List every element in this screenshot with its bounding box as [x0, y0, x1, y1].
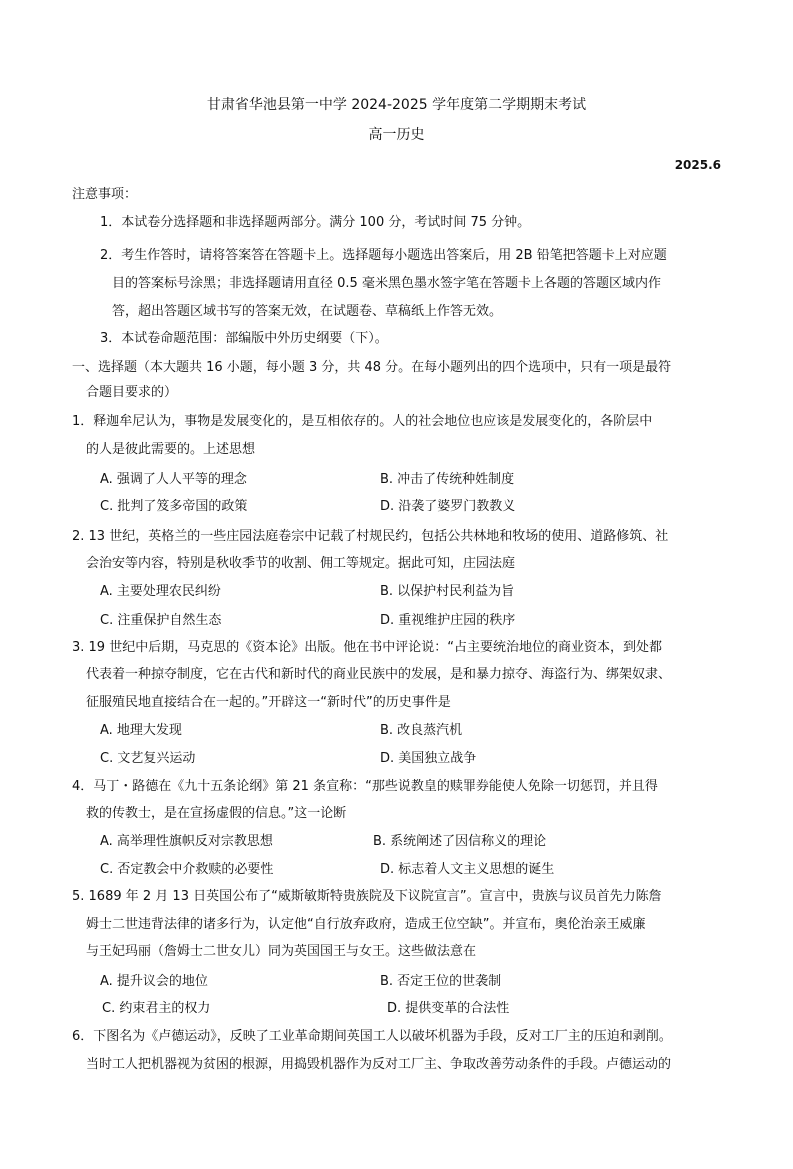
question-4-option-d: D. 标志着人文主义思想的诞生: [380, 862, 555, 877]
question-5-option-b: B. 否定王位的世袭制: [380, 974, 502, 989]
question-2-stem-line-1: 2. 13 世纪，英格兰的一些庄园法庭卷宗中记载了村规民约，包括公共林地和牧场的使用、道路修筑、社: [72, 529, 669, 544]
question-5-stem-line-1: 5. 1689 年 2 月 13 日英国公布了“威斯敏斯特贵族院及下议院宣言”。宣言中，贵族与议员首先力陈詹: [72, 889, 662, 904]
notes-item-2-line-3: 答，超出答题区域书写的答案无效，在试题卷、草稿纸上作答无效。: [112, 304, 503, 319]
exam-date: 2025.6: [674, 158, 721, 172]
question-5-option-a: A. 提升议会的地位: [100, 974, 208, 989]
section-heading-line-1: 一、选择题（本大题共 16 小题，每小题 3 分，共 48 分。在每小题列出的四个选项中，只有一项是最符: [72, 360, 672, 375]
question-6-stem-line-2: 当时工人把机器视为贫困的根源，用捣毁机器作为反对工厂主、争取改善劳动条件的手段。卢德运动的: [86, 1057, 672, 1072]
question-6-stem-line-1: 6．下图名为《卢德运动》，反映了工业革命期间英国工人以破坏机器为手段，反对工厂主的压迫和剥削。: [72, 1029, 672, 1044]
question-4-option-c: C. 否定教会中介救赎的必要性: [100, 862, 274, 877]
notes-item-3: 3．本试卷命题范围：部编版中外历史纲要（下）。: [100, 331, 388, 346]
question-5-stem-line-3: 与王妃玛丽（詹姆士二世女儿）同为英国国王与女王。这些做法意在: [86, 944, 477, 959]
question-3-option-b: B. 改良蒸汽机: [380, 723, 463, 738]
question-5-option-d: D. 提供变革的合法性: [387, 1001, 510, 1016]
notes-heading: 注意事项：: [72, 187, 138, 202]
notes-item-2-line-1: 2．考生作答时，请将答案答在答题卡上。选择题每小题选出答案后，用 2B 铅笔把答题卡上对应题: [100, 248, 667, 263]
question-2-option-c: C. 注重保护自然生态: [100, 613, 222, 628]
exam-title: 甘肃省华池县第一中学 2024-2025 学年度第二学期期末考试: [206, 97, 587, 113]
question-1-option-d: D. 沿袭了婆罗门教教义: [380, 499, 516, 514]
notes-item-1: 1．本试卷分选择题和非选择题两部分。满分 100 分，考试时间 75 分钟。: [100, 215, 531, 230]
question-3-stem-line-3: 征服殖民地直接结合在一起的。”开辟这一“新时代”的历史事件是: [86, 695, 451, 710]
question-5-stem-line-2: 姆士二世违背法律的诸多行为，认定他“自行放弃政府，造成王位空缺”。并宣布，奥伦治亲王威廉: [86, 917, 646, 932]
question-2-option-d: D. 重视维护庄园的秩序: [380, 613, 516, 628]
question-2-option-b: B. 以保护村民利益为旨: [380, 584, 515, 599]
question-5-option-c: C. 约束君主的权力: [102, 1001, 211, 1016]
question-3-option-d: D. 美国独立战争: [380, 751, 477, 766]
question-1-option-a: A. 强调了人人平等的理念: [100, 472, 247, 487]
question-3-option-c: C. 文艺复兴运动: [100, 751, 196, 766]
question-1-option-b: B. 冲击了传统种姓制度: [380, 472, 515, 487]
question-1-stem-line-2: 的人是彼此需要的。上述思想: [86, 442, 256, 457]
question-3-stem-line-2: 代表着一种掠夺制度，它在古代和新时代的商业民族中的发展，是和暴力掠夺、海盗行为、绑架奴隶、: [86, 667, 672, 682]
question-3-option-a: A. 地理大发现: [100, 723, 182, 738]
question-4-option-b: B. 系统阐述了因信称义的理论: [373, 834, 547, 849]
section-heading-line-2: 合题目要求的）: [86, 385, 178, 400]
exam-subtitle: 高一历史: [368, 127, 425, 143]
question-1-stem-line-1: 1．释迦牟尼认为，事物是发展变化的，是互相依存的。人的社会地位也应该是发展变化的，各阶层中: [72, 414, 653, 429]
question-2-stem-line-2: 会治安等内容，特别是秋收季节的收割、佣工等规定。据此可知，庄园法庭: [86, 556, 516, 571]
question-4-stem-line-2: 救的传教士，是在宣扬虚假的信息。”这一论断: [86, 806, 347, 821]
question-1-option-c: C. 批判了笈多帝国的政策: [100, 499, 248, 514]
question-4-option-a: A. 高举理性旗帜反对宗教思想: [100, 834, 273, 849]
question-2-option-a: A. 主要处理农民纠纷: [100, 584, 221, 599]
question-4-stem-line-1: 4．马丁・路德在《九十五条论纲》第 21 条宣称：“那些说教皇的赎罪券能使人免除一切惩罚，并且得: [72, 779, 658, 794]
notes-item-2-line-2: 目的答案标号涂黑；非选择题请用直径 0.5 毫米黑色墨水签字笔在答题卡上各题的答题区域内作: [112, 276, 661, 291]
question-3-stem-line-1: 3. 19 世纪中后期，马克思的《资本论》出版。他在书中评论说：“占主要统治地位的商业资本，到处都: [72, 640, 662, 655]
